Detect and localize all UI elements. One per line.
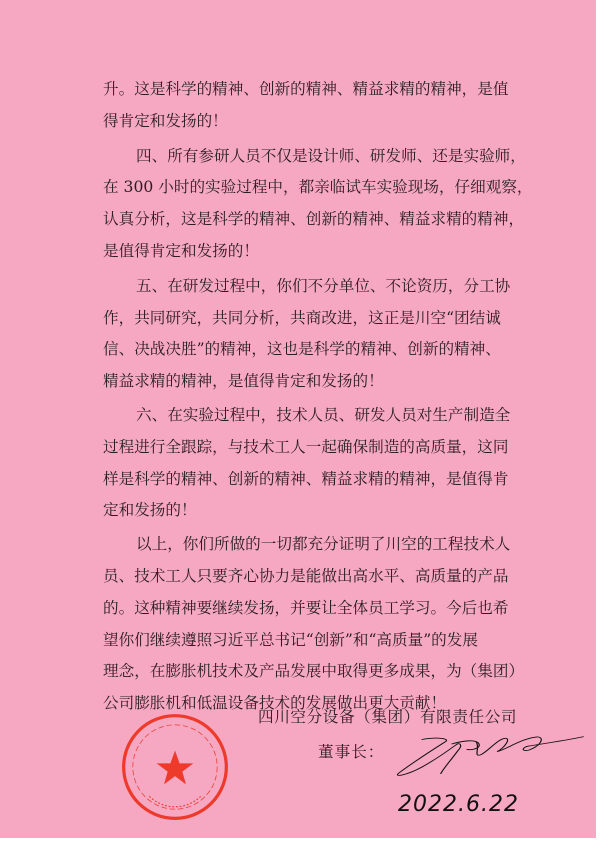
text-line: 样是科学的精神、创新的精神、精益求精的精神，是值得肯	[103, 469, 509, 488]
text-line: 是值得肯定和发扬的！	[103, 241, 259, 260]
letter-body	[103, 74, 543, 720]
company-name: 四川空分设备（集团）有限责任公司	[258, 708, 518, 726]
paragraph	[103, 529, 543, 720]
text-line: 认真分析，这是科学的精神、创新的精神、精益求精的精神，	[103, 210, 525, 229]
text-line: 六、在实验过程中，技术人员、研发人员对生产制造全	[136, 405, 511, 424]
text-line: 在 300 小时的实验过程中，都亲临试车实验现场，仔细观察，	[103, 178, 533, 197]
text-line: 精益求精的精神，是值得肯定和发扬的！	[103, 372, 384, 391]
paragraph	[103, 400, 543, 527]
paragraph	[103, 74, 543, 138]
text-line: 望你们继续遵照习近平总书记“创新”和“高质量”的发展	[103, 630, 478, 649]
text-line: 公司膨胀机和低温设备技术的发展做出更大贡献！	[103, 694, 447, 713]
paragraph	[103, 271, 543, 398]
chairman-signature	[392, 734, 587, 778]
text-line: 信、决战决胜”的精神，这也是科学的精神、创新的精神、	[103, 340, 501, 359]
text-line: 四、所有参研人员不仅是设计师、研发师、还是实验师，	[136, 146, 526, 165]
paragraph	[103, 141, 543, 268]
text-line: 定和发扬的！	[103, 501, 197, 520]
text-line: 的。这种精神要继续发扬，并要让全体员工学习。今后也希	[103, 598, 509, 617]
signature-date: 2022.6.22	[398, 792, 519, 817]
text-line: 作，共同研究，共同分析，共商改进，这正是川空“团结诚	[103, 308, 501, 327]
text-line: 过程进行全跟踪，与技术工人一起确保制造的高质量，这同	[103, 437, 509, 456]
text-line: 员、技术工人只要齐心协力是能做出高水平、高质量的产品	[103, 566, 509, 585]
text-line: 五、在研发过程中，你们不分单位、不论资历，分工协	[136, 276, 511, 295]
text-line: 得肯定和发扬的！	[103, 111, 228, 130]
company-seal-stamp	[120, 712, 230, 822]
chairman-label: 董事长：	[318, 743, 385, 761]
text-line: 理念，在膨胀机技术及产品发展中取得更多成果，为（集团）	[103, 662, 525, 681]
text-line: 以上，你们所做的一切都充分证明了川空的工程技术人	[136, 535, 511, 554]
text-line: 升。这是科学的精神、创新的精神、精益求精的精神，是值	[103, 80, 509, 98]
